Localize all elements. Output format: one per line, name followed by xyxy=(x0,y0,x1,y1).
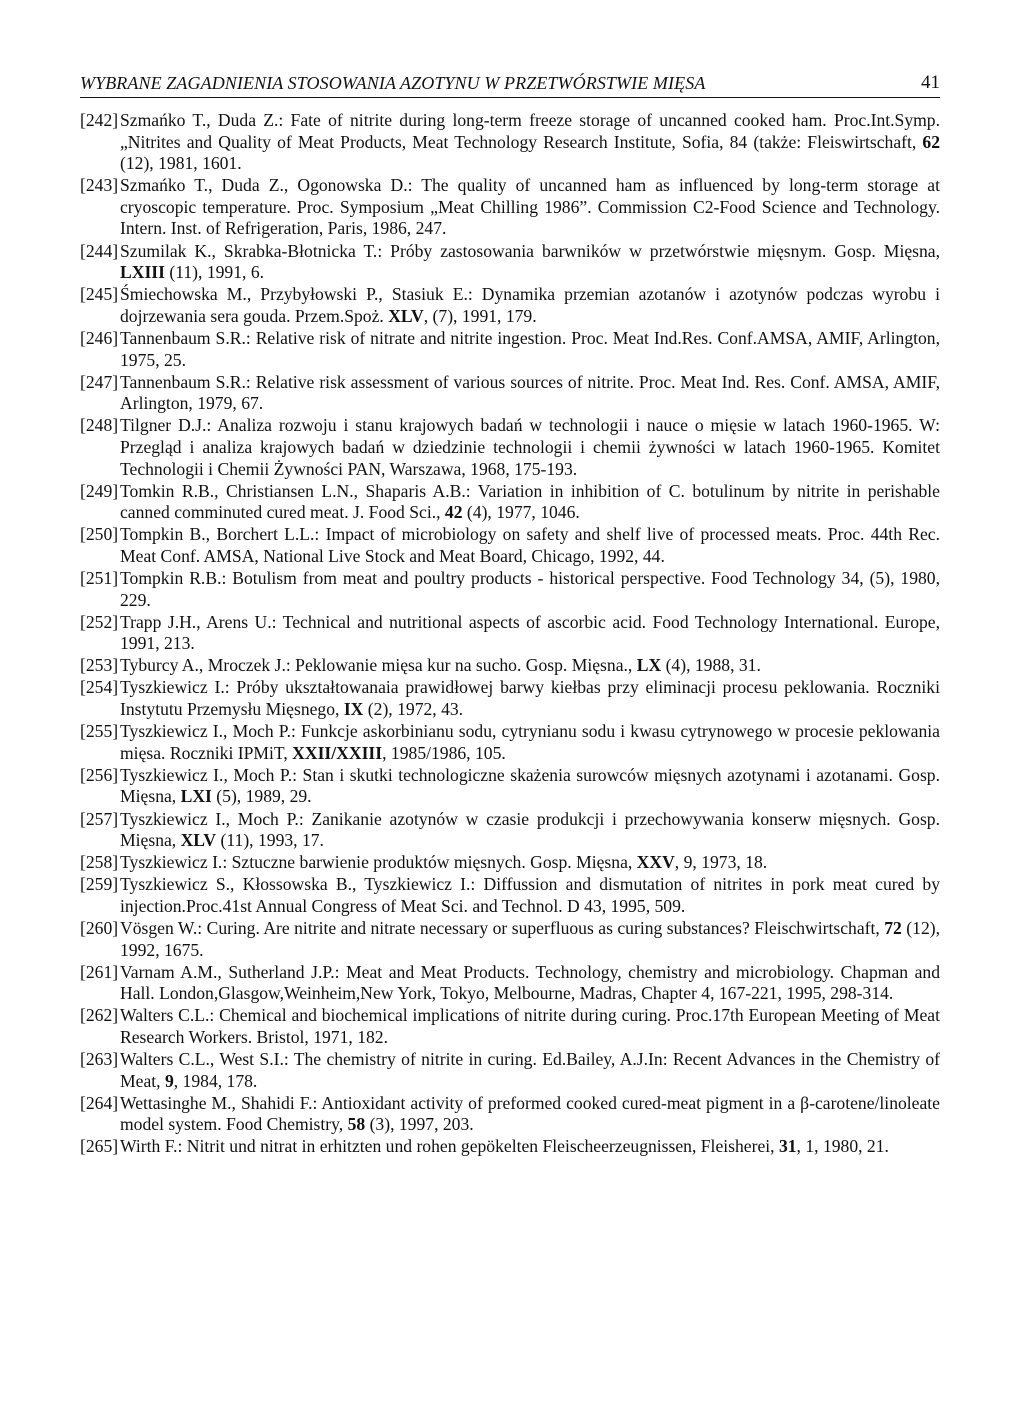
reference-volume: 9 xyxy=(164,1070,174,1091)
reference-text xyxy=(120,765,940,808)
reference-number: [263] xyxy=(80,1049,119,1070)
reference-number: [254] xyxy=(80,677,119,698)
reference-number: [250] xyxy=(80,524,119,545)
reference-segment: Tannenbaum S.R.: Relative risk of nitrate and nitrite ingestion. Proc. Meat Ind.Res. Conf.AMSA, AMIF, Arlington, 1975, 25. xyxy=(120,327,940,370)
reference-text xyxy=(120,1049,940,1092)
reference-segment: Tannenbaum S.R.: Relative risk assessment of various sources of nitrite. Proc. Meat Ind. Res. Conf. AMSA, AMIF, Arlington, 1979, 67. xyxy=(120,371,940,414)
reference-segment: , 1985/1986, 105. xyxy=(382,742,506,763)
reference-segment: Tyszkiewicz I.: Sztuczne barwienie produktów mięsnych. Gosp. Mięsna, xyxy=(120,852,637,873)
reference-text xyxy=(120,677,940,720)
reference-text xyxy=(120,1005,940,1048)
reference-volume: LXIII xyxy=(120,262,165,283)
reference-text xyxy=(120,874,940,917)
reference-item xyxy=(80,568,940,611)
reference-segment: Tyburcy A., Mroczek J.: Peklowanie mięsa kur na sucho. Gosp. Mięsna., xyxy=(120,655,637,676)
reference-volume: 58 xyxy=(347,1114,366,1135)
reference-item xyxy=(80,524,940,567)
reference-text xyxy=(120,721,940,764)
reference-list xyxy=(80,110,940,1158)
reference-segment: (12), 1981, 1601. xyxy=(120,153,242,174)
reference-item xyxy=(80,1049,940,1092)
reference-number: [243] xyxy=(80,175,119,196)
reference-segment: Szmańko T., Duda Z., Ogonowska D.: The quality of uncanned ham as influenced by long-term storage at cryoscopic temperature. Proc. Symposium „Meat Chilling 1986”. Commission C2-Food Science and Technology. Intern. Inst. of Refrigeration, Paris, 1986, 247. xyxy=(120,175,940,239)
reference-text xyxy=(120,612,940,655)
reference-item xyxy=(80,677,940,720)
reference-number: [244] xyxy=(80,240,119,261)
reference-item xyxy=(80,328,940,371)
reference-segment: Varnam A.M., Sutherland J.P.: Meat and Meat Products. Technology, chemistry and microbiology. Chapman and Hall. London,Glasgow,Weinheim,New York, Tokyo, Melbourne, Madras, Chapter 4, 167-221, 1995, 298-314. xyxy=(120,961,940,1004)
reference-segment: Tilgner D.J.: Analiza rozwoju i stanu krajowych badań w technologii i nauce o mięsie w latach 1960-1965. W: Przegląd i analiza krajowych badań w dziedzinie technologii i chemii żywności w latach 1960-1965. Komitet Technologii i Chemii Żywności PAN, Warszawa, 1968, 175-193. xyxy=(120,415,940,479)
reference-number: [264] xyxy=(80,1092,119,1113)
reference-item xyxy=(80,175,940,240)
running-header xyxy=(80,72,940,98)
reference-segment: Trapp J.H., Arens U.: Technical and nutritional aspects of ascorbic acid. Food Technology International. Europe, 1991, 213. xyxy=(120,611,940,654)
reference-number: [252] xyxy=(80,611,119,632)
reference-number: [253] xyxy=(80,655,119,676)
reference-item xyxy=(80,110,940,175)
reference-text xyxy=(120,568,940,611)
reference-text xyxy=(120,284,940,327)
running-title: WYBRANE ZAGADNIENIA STOSOWANIA AZOTYNU W PRZETWÓRSTWIE MIĘSA xyxy=(80,73,706,93)
reference-text xyxy=(120,481,940,524)
reference-text xyxy=(120,655,940,677)
reference-number: [242] xyxy=(80,110,119,130)
reference-number: [251] xyxy=(80,567,119,588)
reference-volume: 31 xyxy=(778,1136,797,1157)
page-number: 41 xyxy=(921,72,940,93)
reference-item xyxy=(80,241,940,284)
reference-text xyxy=(120,175,940,240)
reference-segment: Tyszkiewicz I., Moch P.: Zanikanie azotynów w czasie produkcji i przechowywania konserw mięsnych. Gosp. Mięsna, xyxy=(120,808,940,851)
reference-segment: Tyszkiewicz I.: Próby ukształtowanaia prawidłowej barwy kiełbas przy eliminacji procesu peklowania. Roczniki Instytutu Przemysłu Mięsnego, xyxy=(120,677,940,720)
reference-text xyxy=(120,962,940,1005)
reference-number: [262] xyxy=(80,1005,119,1026)
reference-text xyxy=(120,110,940,175)
reference-text xyxy=(120,1136,940,1158)
reference-item xyxy=(80,612,940,655)
reference-volume: 72 xyxy=(884,917,902,938)
reference-segment: Tomkin R.B., Christiansen L.N., Shaparis A.B.: Variation in inhibition of C. botulinum by nitrite in perishable canned comminuted cured meat. J. Food Sci., xyxy=(120,480,940,523)
reference-number: [248] xyxy=(80,415,119,436)
reference-volume: XLV xyxy=(388,305,424,326)
reference-item xyxy=(80,284,940,327)
reference-item xyxy=(80,372,940,415)
reference-text xyxy=(120,852,940,874)
reference-text xyxy=(120,372,940,415)
reference-volume: LX xyxy=(636,655,662,676)
reference-number: [265] xyxy=(80,1136,119,1157)
reference-item xyxy=(80,962,940,1005)
reference-number: [261] xyxy=(80,961,119,982)
reference-text xyxy=(120,328,940,371)
reference-segment: , 1984, 178. xyxy=(173,1070,258,1091)
reference-volume: 42 xyxy=(444,502,463,523)
reference-segment: , 1, 1980, 21. xyxy=(796,1136,889,1157)
reference-item xyxy=(80,874,940,917)
reference-segment: (4), 1988, 31. xyxy=(661,655,761,676)
reference-item xyxy=(80,481,940,524)
page xyxy=(80,72,940,1159)
reference-number: [260] xyxy=(80,917,119,938)
reference-number: [249] xyxy=(80,480,119,501)
reference-text xyxy=(120,1093,940,1136)
reference-segment: Vösgen W.: Curing. Are nitrite and nitrate necessary or superfluous as curing substances? Fleischwirtschaft, xyxy=(120,917,885,938)
reference-volume: IX xyxy=(343,699,364,720)
reference-volume: XXII/XXIII xyxy=(292,742,383,763)
reference-segment: Wettasinghe M., Shahidi F.: Antioxidant activity of preformed cooked cured-meat pigment in a β-carotene/linoleate model system. Food Chemistry, xyxy=(120,1092,940,1135)
reference-item xyxy=(80,1093,940,1136)
reference-segment: Walters C.L., West S.I.: The chemistry of nitrite in curing. Ed.Bailey, A.J.In: Recent Advances in the Chemistry of Meat, xyxy=(120,1049,940,1091)
reference-segment: Tyszkiewicz I., Moch P.: Funkcje askorbinianu sodu, cytrynianu sodu i kwasu cytrynowego w procesie peklowania mięsa. Roczniki IPMiT, xyxy=(120,721,940,763)
reference-volume: XXV xyxy=(636,852,675,873)
reference-text xyxy=(120,415,940,480)
reference-text xyxy=(120,809,940,852)
reference-segment: , 9, 1973, 18. xyxy=(674,852,768,873)
reference-number: [258] xyxy=(80,852,119,873)
reference-segment: (3), 1997, 203. xyxy=(365,1114,474,1135)
reference-segment: Tompkin R.B.: Botulism from meat and poultry products - historical perspective. Food Technology 34, (5), 1980, 229. xyxy=(120,567,940,610)
reference-text xyxy=(120,918,940,961)
reference-number: [247] xyxy=(80,371,119,392)
reference-segment: Śmiechowska M., Przybyłowski P., Stasiuk E.: Dynamika przemian azotanów i azotynów podczas wyrobu i dojrzewania sera gouda. Przem.Spoż. xyxy=(120,284,940,326)
reference-segment: (11), 1991, 6. xyxy=(164,262,265,283)
reference-volume: LXI xyxy=(180,786,212,807)
reference-segment: (5), 1989, 29. xyxy=(211,786,312,807)
reference-volume: 62 xyxy=(922,131,940,152)
reference-segment: Szmańko T., Duda Z.: Fate of nitrite during long-term freeze storage of uncanned cooked ham. Proc.Int.Symp. „Nitrites and Quality of Meat Products, Meat Technology Research Institute, Sofia, 84 (także: Fleiswirtschaft, xyxy=(120,110,940,152)
reference-segment: , (7), 1991, 179. xyxy=(423,305,537,326)
reference-volume: XLV xyxy=(180,830,217,851)
reference-item xyxy=(80,1136,940,1158)
reference-number: [255] xyxy=(80,721,119,742)
reference-segment: Szumilak K., Skrabka-Błotnicka T.: Próby zastosowania barwników w przetwórstwie mięsnym. Gosp. Mięsna, xyxy=(120,240,940,261)
reference-segment: (4), 1977, 1046. xyxy=(462,502,580,523)
reference-segment: Tyszkiewicz S., Kłossowska B., Tyszkiewicz I.: Diffussion and dismutation of nitrites in pork meat cured by injection.Proc.41st Annual Congress of Meat Sci. and Technol. D 43, 1995, 509. xyxy=(120,874,940,916)
reference-item xyxy=(80,1005,940,1048)
reference-item xyxy=(80,765,940,808)
reference-segment: Tyszkiewicz I., Moch P.: Stan i skutki technologiczne skażenia surowców mięsnych azotynami i azotanami. Gosp. Mięsna, xyxy=(120,764,940,807)
reference-number: [257] xyxy=(80,808,119,829)
reference-item xyxy=(80,809,940,852)
reference-segment: (2), 1972, 43. xyxy=(363,699,464,720)
reference-segment: Walters C.L.: Chemical and biochemical implications of nitrite during curing. Proc.17th European Meeting of Meat Research Workers. Bristol, 1971, 182. xyxy=(120,1005,940,1047)
reference-item xyxy=(80,918,940,961)
reference-number: [256] xyxy=(80,764,119,785)
reference-segment: (11), 1993, 17. xyxy=(216,830,324,851)
reference-number: [245] xyxy=(80,284,119,305)
reference-segment: Tompkin B., Borchert L.L.: Impact of microbiology on safety and shelf live of processed meats. Proc. 44th Rec. Meat Conf. AMSA, National Live Stock and Meat Board, Chicago, 1992, 44. xyxy=(120,524,940,566)
reference-segment: Wirth F.: Nitrit und nitrat in erhitzten und rohen gepökelten Fleischeerzeugnissen, Fleisherei, xyxy=(120,1136,779,1157)
reference-text xyxy=(120,524,940,567)
reference-item xyxy=(80,415,940,480)
reference-segment: (12), 1992, 1675. xyxy=(120,917,940,960)
reference-item xyxy=(80,721,940,764)
reference-number: [246] xyxy=(80,327,119,348)
reference-item xyxy=(80,852,940,874)
reference-number: [259] xyxy=(80,874,119,895)
reference-text xyxy=(120,241,940,284)
reference-item xyxy=(80,655,940,677)
